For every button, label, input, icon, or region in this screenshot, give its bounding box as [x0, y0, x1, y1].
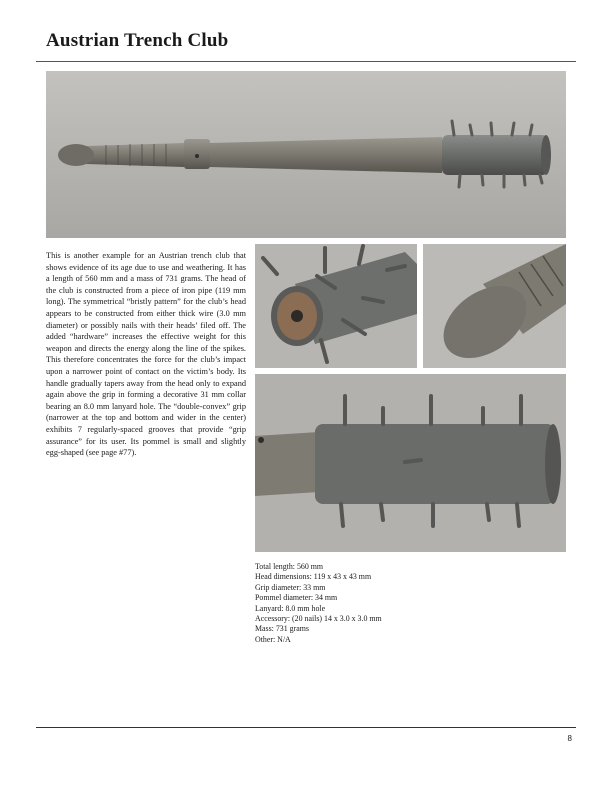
spec-accessory: Accessory: (20 nails) 14 x 3.0 x 3.0 mm	[255, 614, 382, 624]
spec-mass: Mass: 731 grams	[255, 624, 309, 634]
spec-head-dimensions: Head dimensions: 119 x 43 x 43 mm	[255, 572, 372, 582]
spec-lanyard: Lanyard: 8.0 mm hole	[255, 603, 326, 613]
spec-pommel-diameter: Pommel diameter: 34 mm	[255, 593, 338, 603]
club-head-end-photo	[255, 244, 417, 368]
club-full-photo	[46, 71, 566, 238]
club-pommel-photo	[423, 244, 566, 368]
spec-total-length: Total length: 560 mm	[255, 562, 324, 571]
spec-grip-diameter: Grip diameter: 33 mm	[255, 582, 326, 592]
spec-other: Other: N/A	[255, 634, 291, 644]
header-divider	[36, 61, 576, 62]
club-head-detail-photo	[255, 374, 566, 552]
page-number: 8	[567, 734, 572, 743]
page-title: Austrian Trench Club	[46, 30, 229, 51]
description-paragraph: This is another example for an Austrian trench club that shows evidence of its age due to use and weathering. It has a length of 560 mm and a mass of 731 grams. The head of the club is constructed from a piece of iron pipe (119 mm long). The symmetrical “bristly pattern” for the club’s head appears to be constructed from either thick wire (3.0 mm diameter) or possibly nails with their heads’ filed off. The added “hardware” increases the effective weight for this weapon and directs the energy along the line of the spikes. This therefore concentrates the force for the club’s impact upon a narrower point of contact on the victim’s body. Its handle gradually tapers away from the head only to expand again above the grip in forming a decorative 31 mm collar bearing an 8.0 mm lanyard hole. The “double-convex” grip (narrower at the top and bottom and wider in the center) exhibits 7 regularly-spaced grooves that provide “grip assurance” for its user. Its pommel is small and slightly egg-shaped (see page #77).	[46, 251, 246, 458]
footer-divider	[36, 727, 576, 728]
specification-list	[255, 562, 555, 645]
